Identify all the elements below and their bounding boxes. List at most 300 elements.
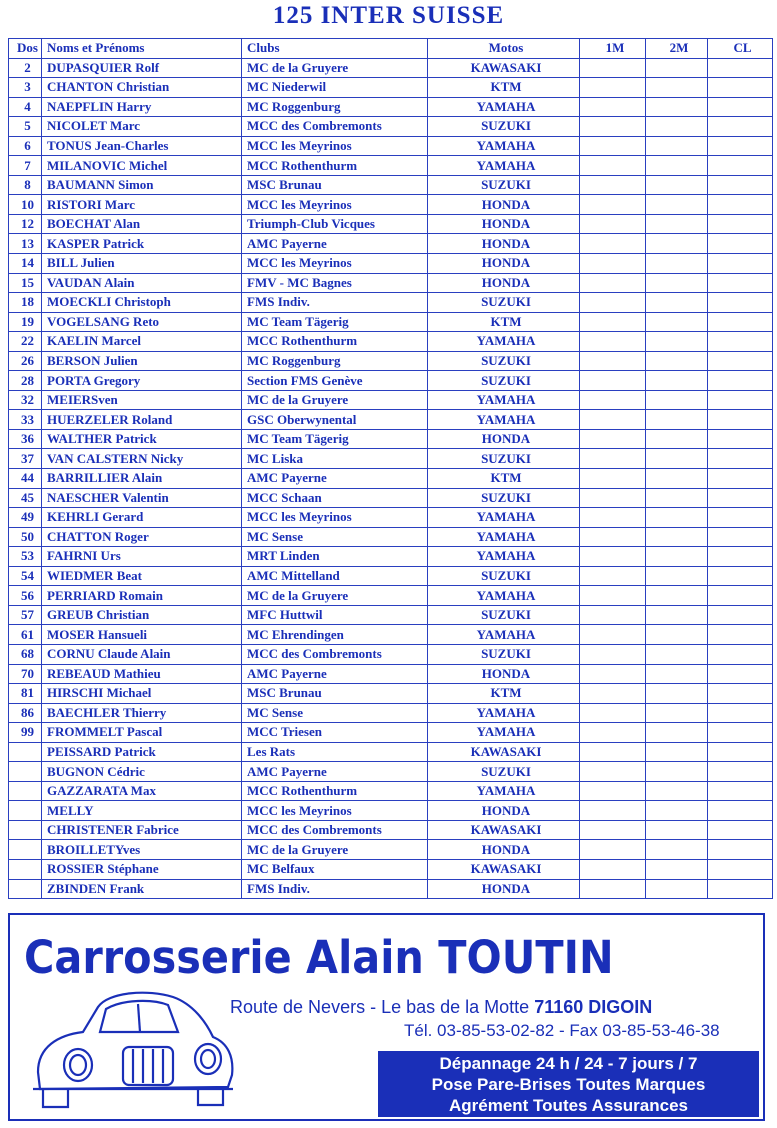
cell-moto: KTM xyxy=(428,312,580,332)
table-row xyxy=(9,820,773,840)
table-row xyxy=(9,332,773,352)
table-row xyxy=(9,195,773,215)
cell-moto: KTM xyxy=(428,469,580,489)
cell-cl xyxy=(708,644,773,664)
table-row xyxy=(9,371,773,391)
cell-name: NAEPFLIN Harry xyxy=(42,97,242,117)
cell-dos: 61 xyxy=(9,625,42,645)
header-2m: 2M xyxy=(646,39,708,59)
ad-service-line: Dépannage 24 h / 24 - 7 jours / 7 xyxy=(439,1054,698,1073)
cell-name: KASPER Patrick xyxy=(42,234,242,254)
cell-2m xyxy=(646,117,708,137)
cell-name: MEIERSven xyxy=(42,390,242,410)
table-row xyxy=(9,684,773,704)
cell-2m xyxy=(646,644,708,664)
cell-club: Section FMS Genève xyxy=(242,371,428,391)
cell-name: GREUB Christian xyxy=(42,605,242,625)
cell-club: MC Niederwil xyxy=(242,78,428,98)
cell-moto: KTM xyxy=(428,684,580,704)
cell-2m xyxy=(646,390,708,410)
cell-moto: YAMAHA xyxy=(428,527,580,547)
cell-club: Triumph-Club Vicques xyxy=(242,214,428,234)
table-row xyxy=(9,136,773,156)
cell-moto: HONDA xyxy=(428,664,580,684)
cell-2m xyxy=(646,312,708,332)
cell-moto: YAMAHA xyxy=(428,332,580,352)
cell-club: MRT Linden xyxy=(242,547,428,567)
cell-name: BARRILLIER Alain xyxy=(42,469,242,489)
cell-2m xyxy=(646,214,708,234)
cell-cl xyxy=(708,117,773,137)
table-row xyxy=(9,156,773,176)
cell-2m xyxy=(646,664,708,684)
cell-2m xyxy=(646,742,708,762)
table-row xyxy=(9,859,773,879)
cell-name: RISTORI Marc xyxy=(42,195,242,215)
cell-moto: SUZUKI xyxy=(428,644,580,664)
cell-1m xyxy=(580,762,646,782)
ad-title: Carrosserie Alain TOUTIN xyxy=(24,931,614,984)
cell-1m xyxy=(580,703,646,723)
cell-2m xyxy=(646,136,708,156)
cell-1m xyxy=(580,801,646,821)
cell-1m xyxy=(580,429,646,449)
cell-club: MSC Brunau xyxy=(242,684,428,704)
cell-club: FMS Indiv. xyxy=(242,879,428,899)
cell-dos: 57 xyxy=(9,605,42,625)
cell-cl xyxy=(708,371,773,391)
cell-1m xyxy=(580,859,646,879)
cell-2m xyxy=(646,527,708,547)
cell-dos: 13 xyxy=(9,234,42,254)
cell-dos xyxy=(9,859,42,879)
cell-2m xyxy=(646,723,708,743)
cell-moto: YAMAHA xyxy=(428,781,580,801)
cell-moto: HONDA xyxy=(428,234,580,254)
cell-moto: YAMAHA xyxy=(428,136,580,156)
cell-moto: SUZUKI xyxy=(428,351,580,371)
cell-dos: 18 xyxy=(9,293,42,313)
cell-name: WALTHER Patrick xyxy=(42,429,242,449)
cell-2m xyxy=(646,351,708,371)
table-row xyxy=(9,762,773,782)
cell-cl xyxy=(708,234,773,254)
cell-1m xyxy=(580,195,646,215)
cell-dos xyxy=(9,840,42,860)
cell-moto: KAWASAKI xyxy=(428,58,580,78)
cell-1m xyxy=(580,371,646,391)
cell-club: MCC Schaan xyxy=(242,488,428,508)
cell-club: MC Liska xyxy=(242,449,428,469)
cell-1m xyxy=(580,332,646,352)
cell-name: GAZZARATA Max xyxy=(42,781,242,801)
cell-dos: 12 xyxy=(9,214,42,234)
ad-services-box xyxy=(378,1051,759,1117)
cell-club: MC de la Gruyere xyxy=(242,390,428,410)
table-row xyxy=(9,234,773,254)
cell-1m xyxy=(580,527,646,547)
table-row xyxy=(9,723,773,743)
cell-cl xyxy=(708,195,773,215)
cell-cl xyxy=(708,566,773,586)
cell-name: CHRISTENER Fabrice xyxy=(42,820,242,840)
cell-cl xyxy=(708,820,773,840)
cell-cl xyxy=(708,840,773,860)
table-row xyxy=(9,547,773,567)
cell-1m xyxy=(580,684,646,704)
cell-club: GSC Oberwynental xyxy=(242,410,428,430)
cell-2m xyxy=(646,684,708,704)
cell-dos: 15 xyxy=(9,273,42,293)
ad-address-street: Route de Nevers - Le bas de la Motte xyxy=(230,997,530,1017)
cell-club: MCC des Combremonts xyxy=(242,644,428,664)
table-row xyxy=(9,742,773,762)
cell-1m xyxy=(580,273,646,293)
table-row xyxy=(9,703,773,723)
cell-2m xyxy=(646,801,708,821)
cell-moto: YAMAHA xyxy=(428,390,580,410)
cell-name: HUERZELER Roland xyxy=(42,410,242,430)
cell-2m xyxy=(646,508,708,528)
cell-cl xyxy=(708,449,773,469)
cell-club: MCC Triesen xyxy=(242,723,428,743)
cell-2m xyxy=(646,410,708,430)
cell-cl xyxy=(708,547,773,567)
cell-cl xyxy=(708,332,773,352)
cell-moto: HONDA xyxy=(428,214,580,234)
cell-moto: HONDA xyxy=(428,801,580,821)
cell-dos: 26 xyxy=(9,351,42,371)
cell-dos: 56 xyxy=(9,586,42,606)
cell-club: AMC Payerne xyxy=(242,762,428,782)
cell-2m xyxy=(646,273,708,293)
cell-moto: SUZUKI xyxy=(428,449,580,469)
table-row xyxy=(9,625,773,645)
cell-cl xyxy=(708,859,773,879)
table-row xyxy=(9,664,773,684)
cell-dos: 6 xyxy=(9,136,42,156)
cell-1m xyxy=(580,312,646,332)
cell-cl xyxy=(708,723,773,743)
cell-dos: 99 xyxy=(9,723,42,743)
cell-moto: SUZUKI xyxy=(428,566,580,586)
cell-dos: 28 xyxy=(9,371,42,391)
table-row xyxy=(9,488,773,508)
header-dos: Dos xyxy=(9,39,42,59)
header-cl: CL xyxy=(708,39,773,59)
cell-moto: HONDA xyxy=(428,429,580,449)
cell-1m xyxy=(580,78,646,98)
cell-1m xyxy=(580,742,646,762)
table-row xyxy=(9,117,773,137)
cell-dos: 19 xyxy=(9,312,42,332)
cell-1m xyxy=(580,840,646,860)
cell-club: MCC les Meyrinos xyxy=(242,136,428,156)
cell-dos: 33 xyxy=(9,410,42,430)
cell-club: MC Roggenburg xyxy=(242,97,428,117)
cell-name: PORTA Gregory xyxy=(42,371,242,391)
cell-dos xyxy=(9,879,42,899)
cell-1m xyxy=(580,410,646,430)
cell-cl xyxy=(708,742,773,762)
cell-moto: SUZUKI xyxy=(428,175,580,195)
cell-1m xyxy=(580,781,646,801)
cell-1m xyxy=(580,566,646,586)
page-title: 125 INTER SUISSE xyxy=(272,2,505,29)
cell-2m xyxy=(646,371,708,391)
cell-moto: HONDA xyxy=(428,879,580,899)
cell-club: MC Sense xyxy=(242,703,428,723)
cell-moto: YAMAHA xyxy=(428,625,580,645)
cell-cl xyxy=(708,58,773,78)
cell-moto: SUZUKI xyxy=(428,371,580,391)
cell-dos: 14 xyxy=(9,254,42,274)
cell-2m xyxy=(646,195,708,215)
cell-2m xyxy=(646,859,708,879)
cell-dos: 37 xyxy=(9,449,42,469)
cell-club: MC Roggenburg xyxy=(242,351,428,371)
cell-1m xyxy=(580,175,646,195)
cell-name: BROILLETYves xyxy=(42,840,242,860)
cell-moto: KTM xyxy=(428,78,580,98)
cell-2m xyxy=(646,820,708,840)
table-row xyxy=(9,214,773,234)
cell-moto: SUZUKI xyxy=(428,488,580,508)
cell-1m xyxy=(580,117,646,137)
cell-cl xyxy=(708,469,773,489)
cell-1m xyxy=(580,351,646,371)
cell-club: FMS Indiv. xyxy=(242,293,428,313)
cell-dos: 86 xyxy=(9,703,42,723)
cell-moto: YAMAHA xyxy=(428,586,580,606)
cell-2m xyxy=(646,469,708,489)
cell-name: CHANTON Christian xyxy=(42,78,242,98)
cell-moto: SUZUKI xyxy=(428,605,580,625)
cell-cl xyxy=(708,801,773,821)
cell-name: ROSSIER Stéphane xyxy=(42,859,242,879)
table-row xyxy=(9,449,773,469)
cell-cl xyxy=(708,508,773,528)
cell-club: MC de la Gruyere xyxy=(242,586,428,606)
cell-dos xyxy=(9,801,42,821)
cell-name: FROMMELT Pascal xyxy=(42,723,242,743)
cell-dos xyxy=(9,762,42,782)
cell-name: MELLY xyxy=(42,801,242,821)
cell-dos: 81 xyxy=(9,684,42,704)
cell-club: MC de la Gruyere xyxy=(242,840,428,860)
table-row xyxy=(9,781,773,801)
cell-1m xyxy=(580,254,646,274)
cell-name: FAHRNI Urs xyxy=(42,547,242,567)
cell-cl xyxy=(708,664,773,684)
cell-1m xyxy=(580,390,646,410)
cell-moto: YAMAHA xyxy=(428,703,580,723)
cell-cl xyxy=(708,175,773,195)
cell-moto: SUZUKI xyxy=(428,762,580,782)
cell-dos: 22 xyxy=(9,332,42,352)
cell-name: BOECHAT Alan xyxy=(42,214,242,234)
cell-moto: HONDA xyxy=(428,254,580,274)
cell-moto: YAMAHA xyxy=(428,547,580,567)
header-1m: 1M xyxy=(580,39,646,59)
cell-dos: 49 xyxy=(9,508,42,528)
cell-name: VAUDAN Alain xyxy=(42,273,242,293)
cell-dos xyxy=(9,781,42,801)
cell-moto: YAMAHA xyxy=(428,508,580,528)
cell-club: MCC Rothenthurm xyxy=(242,332,428,352)
table-row xyxy=(9,644,773,664)
cell-cl xyxy=(708,273,773,293)
cell-1m xyxy=(580,644,646,664)
table-row xyxy=(9,605,773,625)
cell-1m xyxy=(580,449,646,469)
cell-2m xyxy=(646,488,708,508)
cell-name: REBEAUD Mathieu xyxy=(42,664,242,684)
cell-club: MCC les Meyrinos xyxy=(242,195,428,215)
cell-club: MC Team Tägerig xyxy=(242,312,428,332)
cell-club: MCC des Combremonts xyxy=(242,117,428,137)
cell-name: VAN CALSTERN Nicky xyxy=(42,449,242,469)
cell-club: MC Belfaux xyxy=(242,859,428,879)
cell-dos: 3 xyxy=(9,78,42,98)
cell-name: BUGNON Cédric xyxy=(42,762,242,782)
cell-club: MCC les Meyrinos xyxy=(242,801,428,821)
cell-2m xyxy=(646,58,708,78)
cell-dos: 44 xyxy=(9,469,42,489)
cell-2m xyxy=(646,175,708,195)
cell-name: BILL Julien xyxy=(42,254,242,274)
cell-club: MC Ehrendingen xyxy=(242,625,428,645)
table-row xyxy=(9,58,773,78)
cell-name: VOGELSANG Reto xyxy=(42,312,242,332)
cell-name: HIRSCHI Michael xyxy=(42,684,242,704)
cell-cl xyxy=(708,527,773,547)
cell-2m xyxy=(646,429,708,449)
cell-2m xyxy=(646,566,708,586)
cell-cl xyxy=(708,605,773,625)
cell-club: MFC Huttwil xyxy=(242,605,428,625)
ad-address xyxy=(230,997,652,1018)
cell-cl xyxy=(708,254,773,274)
entry-list-table xyxy=(8,38,773,899)
cell-moto: SUZUKI xyxy=(428,117,580,137)
cell-cl xyxy=(708,136,773,156)
table-row xyxy=(9,429,773,449)
cell-cl xyxy=(708,586,773,606)
cell-name: BAECHLER Thierry xyxy=(42,703,242,723)
cell-moto: YAMAHA xyxy=(428,410,580,430)
cell-moto: HONDA xyxy=(428,195,580,215)
cell-cl xyxy=(708,762,773,782)
cell-club: AMC Mittelland xyxy=(242,566,428,586)
cell-club: MCC les Meyrinos xyxy=(242,508,428,528)
cell-name: PEISSARD Patrick xyxy=(42,742,242,762)
cell-1m xyxy=(580,547,646,567)
cell-1m xyxy=(580,469,646,489)
table-row xyxy=(9,527,773,547)
cell-cl xyxy=(708,351,773,371)
cell-2m xyxy=(646,234,708,254)
cell-club: MCC les Meyrinos xyxy=(242,254,428,274)
cell-1m xyxy=(580,156,646,176)
ad-service-line: Pose Pare-Brises Toutes Marques xyxy=(431,1075,706,1094)
table-row xyxy=(9,293,773,313)
cell-name: CHATTON Roger xyxy=(42,527,242,547)
cell-moto: KAWASAKI xyxy=(428,820,580,840)
cell-cl xyxy=(708,410,773,430)
cell-name: MOSER Hansueli xyxy=(42,625,242,645)
cell-dos: 32 xyxy=(9,390,42,410)
cell-2m xyxy=(646,762,708,782)
cell-1m xyxy=(580,508,646,528)
table-header-row xyxy=(9,39,773,59)
cell-2m xyxy=(646,156,708,176)
cell-name: TONUS Jean-Charles xyxy=(42,136,242,156)
cell-club: MCC des Combremonts xyxy=(242,820,428,840)
cell-cl xyxy=(708,97,773,117)
cell-1m xyxy=(580,136,646,156)
cell-cl xyxy=(708,78,773,98)
cell-club: MC Sense xyxy=(242,527,428,547)
cell-cl xyxy=(708,703,773,723)
cell-1m xyxy=(580,214,646,234)
cell-moto: YAMAHA xyxy=(428,97,580,117)
cell-1m xyxy=(580,723,646,743)
cell-2m xyxy=(646,97,708,117)
table-row xyxy=(9,254,773,274)
cell-club: MC Team Tägerig xyxy=(242,429,428,449)
cell-club: MCC Rothenthurm xyxy=(242,781,428,801)
table-row xyxy=(9,879,773,899)
cell-2m xyxy=(646,781,708,801)
cell-cl xyxy=(708,879,773,899)
table-row xyxy=(9,586,773,606)
ad-service-line: Agrément Toutes Assurances xyxy=(448,1096,688,1115)
cell-1m xyxy=(580,605,646,625)
cell-cl xyxy=(708,429,773,449)
cell-2m xyxy=(646,293,708,313)
cell-cl xyxy=(708,781,773,801)
cell-name: WIEDMER Beat xyxy=(42,566,242,586)
cell-name: CORNU Claude Alain xyxy=(42,644,242,664)
car-icon xyxy=(28,977,238,1117)
cell-moto: SUZUKI xyxy=(428,293,580,313)
cell-name: PERRIARD Romain xyxy=(42,586,242,606)
table-row xyxy=(9,410,773,430)
cell-cl xyxy=(708,625,773,645)
cell-club: MCC Rothenthurm xyxy=(242,156,428,176)
table-row xyxy=(9,312,773,332)
cell-cl xyxy=(708,214,773,234)
cell-2m xyxy=(646,605,708,625)
cell-2m xyxy=(646,332,708,352)
cell-club: Les Rats xyxy=(242,742,428,762)
cell-dos: 8 xyxy=(9,175,42,195)
cell-dos: 45 xyxy=(9,488,42,508)
cell-1m xyxy=(580,97,646,117)
cell-dos: 5 xyxy=(9,117,42,137)
ad-phones: Tél. 03-85-53-02-82 - Fax 03-85-53-46-38 xyxy=(404,1021,720,1040)
cell-cl xyxy=(708,390,773,410)
table-row xyxy=(9,351,773,371)
cell-2m xyxy=(646,449,708,469)
header-moto: Motos xyxy=(428,39,580,59)
cell-1m xyxy=(580,293,646,313)
cell-club: FMV - MC Bagnes xyxy=(242,273,428,293)
cell-moto: YAMAHA xyxy=(428,156,580,176)
cell-1m xyxy=(580,58,646,78)
table-row xyxy=(9,175,773,195)
